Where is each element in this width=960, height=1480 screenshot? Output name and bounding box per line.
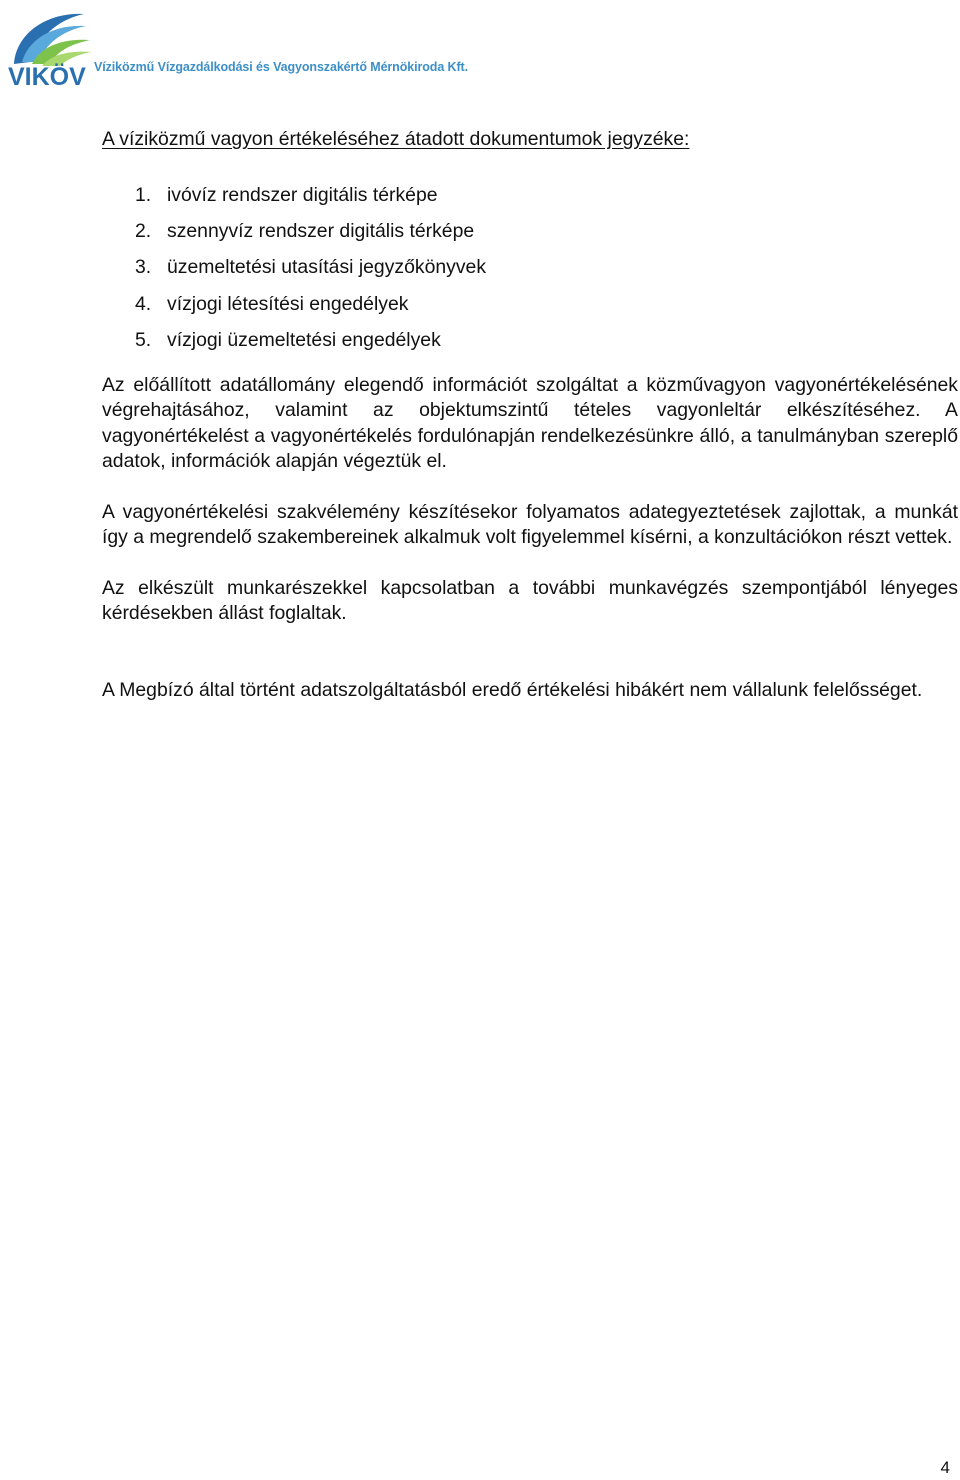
page-header [6,4,566,104]
document-body [102,124,958,703]
list-item [102,177,958,213]
document-heading: A víziközmű vagyon értékeléséhez átadott dokumentumok jegyzéke: [102,128,690,150]
list-item [102,286,958,322]
list-item [102,249,958,285]
paragraph-liability-disclaimer: A Megbízó által történt adatszolgáltatásból eredő értékelési hibákért nem vállalunk felelősséget. [102,678,923,701]
list-item-number: 2. [135,220,152,243]
list-item-number: 3. [135,256,152,279]
page-number: 4 [940,1458,950,1477]
list-item-text: vízjogi üzemeltetési engedélyek [167,328,441,351]
list-item [102,213,958,249]
paragraph-reconciliation: A vagyonértékelési szakvélemény készítésekor folyamatos adategyeztetések zajlottak, a munkát így a megrendelő szakembereinek alkalmuk volt figyelemmel kísérni, a konzultációkon részt vettek. [102,500,958,549]
list-item-number: 1. [135,184,152,206]
list-item-number: 4. [135,292,152,315]
list-item-text: szennyvíz rendszer digitális térképe [167,220,475,243]
paragraph-positions: Az elkészült munkarészekkel kapcsolatban a további munkavégzés szempontjából lényeges kérdésekben állást foglaltak. [102,576,958,625]
company-name: Víziközmű Vízgazdálkodási és Vagyonszakértő Mérnökiroda Kft. [94,60,468,74]
list-item [102,322,958,358]
list-item-text: üzemeltetési utasítási jegyzőkönyvek [167,256,487,279]
paragraph-data-sufficiency: Az előállított adatállomány elegendő információt szolgáltat a közművagyon vagyonértékelésének végrehajtásához, valamint az objektumszintű tételes vagyonleltár elkészítéséhez. A vagyonértékelést a vagyonértékelés fordulónapján rendelkezésünkre álló, a tanulmányban szereplő adatok, információk alapján végeztük el. [102,373,958,473]
vikov-logo-icon [6,4,116,104]
document-list [102,177,958,358]
list-item-text: vízjogi létesítési engedélyek [167,292,409,315]
list-item-number: 5. [135,328,152,351]
list-item-text: ivóvíz rendszer digitális térképe [167,184,438,206]
svg-text:VIKÖV: VIKÖV [8,63,86,91]
